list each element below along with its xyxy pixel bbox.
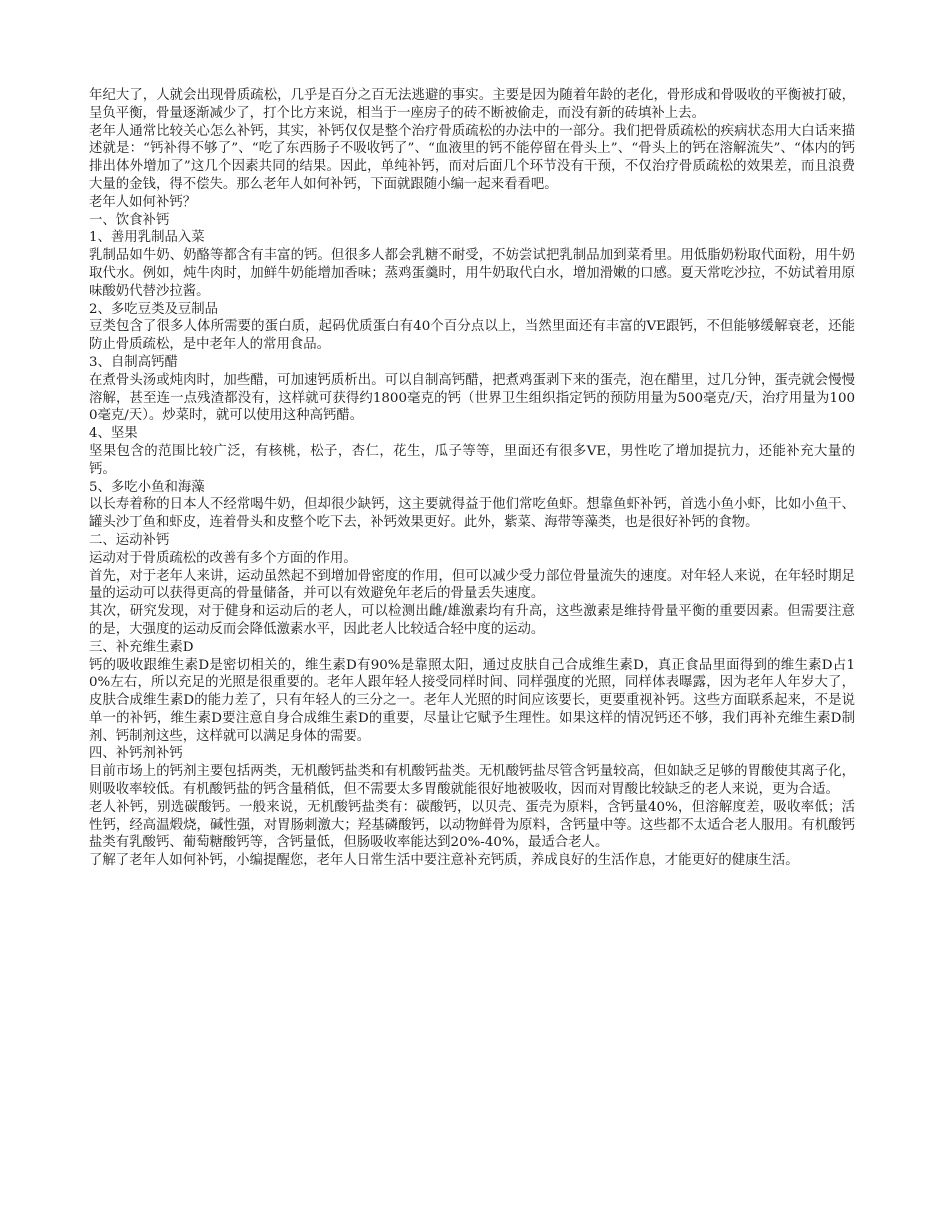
paragraph-beans: 豆类包含了很多人体所需要的蛋白质，起码优质蛋白有40个百分点以上，当然里面还有丰富的VE跟钙，不但能够缓解衰老，还能防止骨质疏松，是中老年人的常用食品。 bbox=[89, 319, 855, 353]
subheading-nuts: 4、坚果 bbox=[89, 426, 138, 442]
subheading-fish-seaweed: 5、多吃小鱼和海藻 bbox=[89, 479, 205, 495]
heading-supplements: 四、补钙剂补钙 bbox=[89, 746, 183, 762]
paragraph-conclusion: 了解了老年人如何补钙，小编提醒您，老年人日常生活中要注意补充钙质，养成良好的生活作息，才能更好的健康生活。 bbox=[89, 853, 799, 869]
paragraph-intro: 年纪大了，人就会出现骨质疏松，几乎是百分之百无法逃避的事实。主要是因为随着年龄的老化，骨形成和骨吸收的平衡被打破，呈负平衡，骨量逐渐减少了，打个比方来说，相当于一座房子的砖不断被偷走，而没有新的砖填补上去。 bbox=[89, 88, 855, 121]
paragraph-dairy: 乳制品如牛奶、奶酪等都含有丰富的钙。但很多人都会乳糖不耐受，不妨尝试把乳制品加到菜肴里。用低脂奶粉取代面粉，用牛奶取代水。例如，炖牛肉时，加鲜牛奶能增加香味；蒸鸡蛋羹时，用牛奶取代白水，增加滑嫩的口感。夏天常吃沙拉，不妨试着用原味酸奶代替沙拉酱。 bbox=[89, 248, 855, 299]
heading-how-to-supplement: 老年人如何补钙？ bbox=[89, 194, 197, 210]
paragraph-exercise-intro: 运动对于骨质疏松的改善有多个方面的作用。 bbox=[89, 550, 357, 566]
paragraph-calcium-concern: 老年人通常比较关心怎么补钙，其实，补钙仅仅是整个治疗骨质疏松的办法中的一部分。我们把骨质疏松的疾病状态用大白话来描述就是：“钙补得不够了”、“吃了东西肠子不吸收钙了”、“血液里的钙不能停留在骨头上”、“骨头上的钙在溶解流失”、“体内的钙排出体外增加了”这几个因素共同的结果。因此，单纯补钙，而对后面几个环节没有干预，不仅治疗骨质疏松的效果差，而且浪费大量的金钱，得不偿失。那么老年人如何补钙，下面就跟随小编一起来看看吧。 bbox=[89, 123, 855, 192]
paragraph-exercise-second: 其次，研究发现，对于健身和运动后的老人，可以检测出雌/雄激素均有升高，这些激素是维持骨量平衡的重要因素。但需要注意的是，大强度的运动反而会降低激素水平，因此老人比较适合轻中度的运动。 bbox=[89, 604, 855, 637]
document-body bbox=[89, 87, 855, 870]
paragraph-exercise-first: 首先，对于老年人来讲，运动虽然起不到增加骨密度的作用，但可以减少受力部位骨量流失的速度。对年轻人来说，在年轻时期足量的运动可以获得更高的骨量储备，并可以有效避免年老后的骨量丢失速度。 bbox=[89, 568, 855, 602]
paragraph-fish-seaweed: 以长寿着称的日本人不经常喝牛奶，但却很少缺钙，这主要就得益于他们常吃鱼虾。想靠鱼虾补钙，首选小鱼小虾，比如小鱼干、罐头沙丁鱼和虾皮，连着骨头和皮整个吃下去，补钙效果更好。此外，紫菜、海带等藻类，也是很好补钙的食物。 bbox=[89, 497, 855, 531]
paragraph-vitamin-d: 钙的吸收跟维生素D是密切相关的，维生素D有90%是靠照太阳，通过皮肤自己合成维生素D，真正食品里面得到的维生素D占10%左右，所以充足的光照是很重要的。老年人跟年轻人接受同样时间、同样强度的光照，同样体表曝露，因为老年人年岁大了，皮肤合成维生素D的能力差了，只有年轻人的三分之一。老年人光照的时间应该要长，更要重视补钙。这些方面联系起来，不是说单一的补钙，维生素D要注意自身合成维生素D的重要，尽量让它赋予生理性。如果这样的情况钙还不够，我们再补充维生素D制剂、钙制剂这些，这样就可以满足身体的需要。 bbox=[89, 657, 855, 744]
heading-exercise: 二、运动补钙 bbox=[89, 532, 170, 548]
subheading-beans: 2、多吃豆类及豆制品 bbox=[89, 301, 219, 317]
heading-vitamin-d: 三、补充维生素D bbox=[89, 639, 194, 655]
paragraph-nuts: 坚果包含的范围比较广泛，有核桃，松子，杏仁，花生，瓜子等等，里面还有很多VE，男性吃了增加提抗力，还能补充大量的钙。 bbox=[89, 443, 855, 477]
paragraph-vinegar: 在煮骨头汤或炖肉时，加些醋，可加速钙质析出。可以自制高钙醋，把煮鸡蛋剥下来的蛋壳，泡在醋里，过几分钟，蛋壳就会慢慢溶解，甚至连一点残渣都没有，这样就可获得约1800毫克的钙（世界卫生组织指定钙的预防用量为500毫克/天，治疗用量为1000毫克/天）。炒菜时，就可以使用这种高钙醋。 bbox=[89, 372, 855, 424]
subheading-dairy: 1、善用乳制品入菜 bbox=[89, 230, 205, 246]
paragraph-supplements-advice: 老人补钙，别选碳酸钙。一般来说，无机酸钙盐类有：碳酸钙，以贝壳、蛋壳为原料，含钙量40%，但溶解度差，吸收率低；活性钙，经高温煅烧，碱性强，对胃肠刺激大；羟基磷酸钙，以动物鲜骨为原料，含钙量中等。这些都不太适合老人服用。有机酸钙盐类有乳酸钙、葡萄糖酸钙等，含钙量低，但肠吸收率能达到20%-40%，最适合老人。 bbox=[89, 799, 855, 851]
subheading-vinegar: 3、自制高钙醋 bbox=[89, 354, 178, 370]
paragraph-supplements-types: 目前市场上的钙剂主要包括两类，无机酸钙盐类和有机酸钙盐类。无机酸钙盐尽管含钙量较高，但如缺乏足够的胃酸使其离子化，则吸收率较低。有机酸钙盐的钙含量稍低，但不需要太多胃酸就能很好地被吸收，因而对胃酸比较缺乏的老人来说，更为合适。 bbox=[89, 764, 855, 798]
heading-diet: 一、饮食补钙 bbox=[89, 212, 170, 228]
